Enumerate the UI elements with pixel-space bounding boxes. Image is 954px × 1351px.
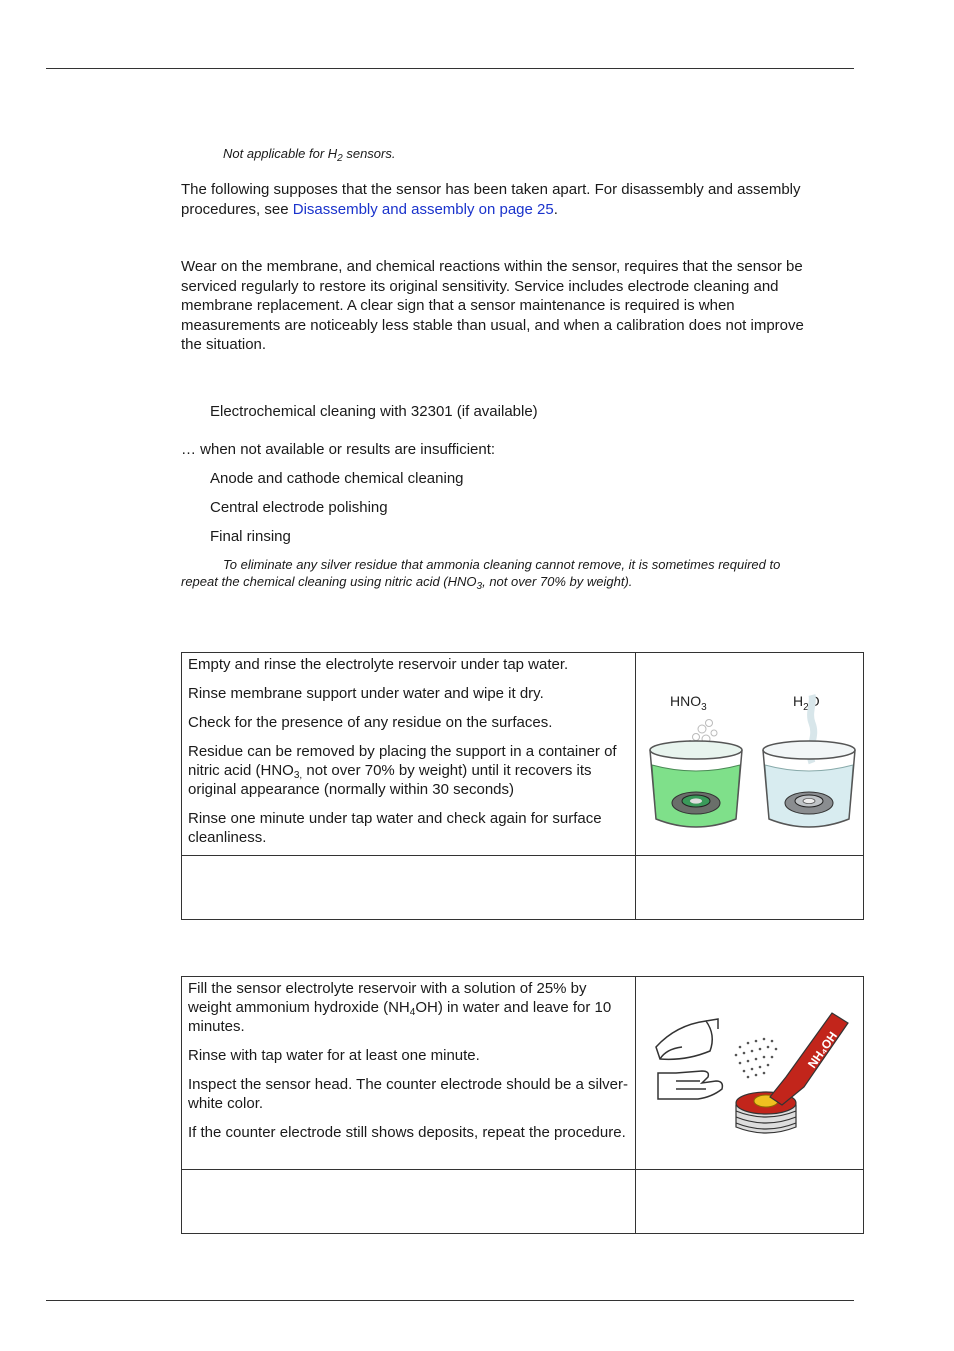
intro-paragraph: The following supposes that the sensor has been taken apart. For disassembly and assembly procedures, see Disassembly and assembly on page 25. — [181, 181, 801, 218]
disassembly-link[interactable]: Disassembly and assembly on page 25 — [292, 200, 554, 218]
step-anode-cathode-cleaning: Anode and cathode chemical cleaning — [210, 470, 464, 487]
table2-step-rinse: Rinse with tap water for at least one minute. — [188, 1047, 480, 1064]
beakers-svg — [636, 653, 862, 850]
glove-icon — [658, 1071, 722, 1099]
table1-step-remove-residue: Residue can be removed by placing the support in a container of nitric acid ($HNO_{3,}$ not over 70% by weight) until it recovers its original appearance (normally within 30 seconds) — [188, 743, 617, 798]
ammonia-svg — [636, 977, 862, 1164]
table2-empty-cell-left — [182, 1170, 636, 1234]
h2-not-applicable-note: Not applicable for $H_2$ sensors. — [223, 146, 396, 164]
table2-step-inspect: Inspect the sensor head. The counter electrode should be a silver-white color. — [188, 1076, 628, 1112]
table2-step-repeat: If the counter electrode still shows deposits, repeat the procedure. — [188, 1124, 626, 1141]
ammonia-bottle-icon — [770, 1013, 848, 1105]
ammonia-safety-illustration — [636, 977, 864, 1170]
bottle-label: NH₄OH — [805, 1029, 841, 1071]
ammonia-cleaning-steps — [182, 977, 636, 1170]
alternative-intro: … when not available or results are insufficient: — [181, 441, 496, 458]
ammonia-cleaning-table — [181, 976, 864, 1234]
table1-empty-cell-left — [182, 856, 636, 920]
header-rule — [46, 68, 854, 69]
safety-goggles-icon — [656, 1019, 718, 1059]
membrane-support-cleaning-table — [181, 652, 864, 920]
vapor-icon — [735, 1038, 778, 1079]
table2-empty-cell-right — [636, 1170, 864, 1234]
table1-step-rinse-support: Rinse membrane support under water and wipe it dry. — [188, 685, 544, 702]
membrane-support-steps — [182, 653, 636, 856]
wear-paragraph: Wear on the membrane, and chemical reactions within the sensor, requires that the sensor be serviced regularly to restore its original sensitivity. Service includes electrode cleaning and membrane replacement. A clear sign that a sensor maintenance is required is when measurements are noticeably less stable than usual, and when a calibration does not improve the situation. — [181, 258, 804, 353]
h2o-label: $H_2O$ — [793, 693, 820, 713]
footer-rule — [46, 1300, 854, 1301]
silver-residue-note: To eliminate any silver residue that ammonia cleaning cannot remove, it is sometimes required to repeat the chemical cleaning using nitric acid ($HNO_3$, not over 70% by weight). — [181, 557, 781, 592]
table1-step-empty-rinse: Empty and rinse the electrolyte reservoir under tap water. — [188, 656, 569, 673]
table1-step-check-residue: Check for the presence of any residue on the surfaces. — [188, 714, 553, 731]
step-central-electrode-polishing: Central electrode polishing — [210, 499, 388, 516]
water-beaker-icon — [763, 741, 855, 827]
table1-step-rinse-check: Rinse one minute under tap water and check again for surface cleanliness. — [188, 810, 602, 846]
step-electrochemical-cleaning: Electrochemical cleaning with 32301 (if available) — [210, 403, 538, 420]
acid-water-beakers-illustration — [636, 653, 864, 856]
hno3-label: $HNO_3$ — [670, 693, 707, 713]
table1-empty-cell-right — [636, 856, 864, 920]
step-final-rinsing: Final rinsing — [210, 528, 291, 545]
acid-beaker-icon — [650, 741, 742, 827]
table2-step-fill-ammonia: Fill the sensor electrolyte reservoir with a solution of 25% by weight ammonium hydroxide $(NH_4OH)$ in water and leave for 10 minutes. — [188, 980, 612, 1035]
